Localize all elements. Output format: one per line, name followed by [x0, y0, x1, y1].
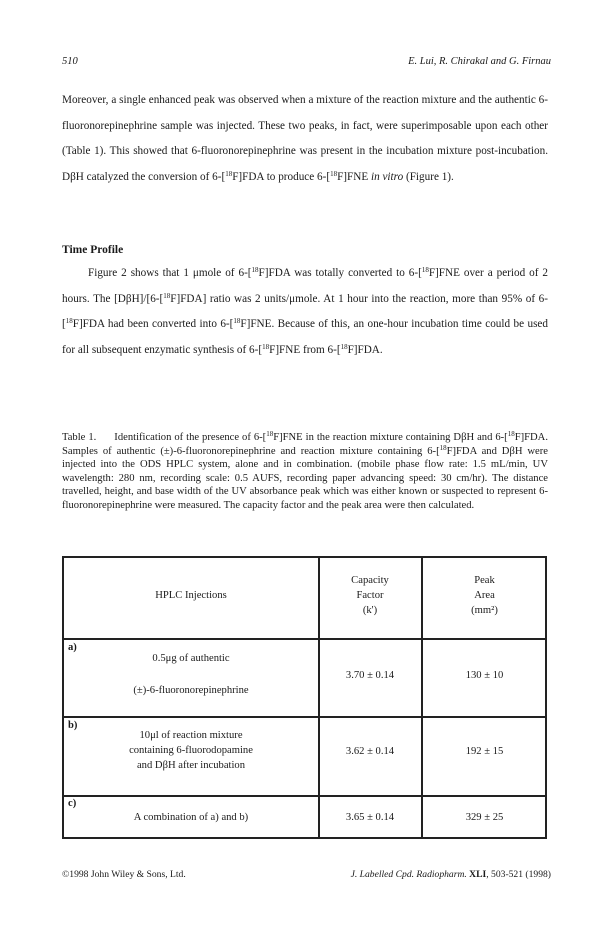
row-a-description [64, 651, 318, 698]
superscript: 18 [439, 443, 447, 452]
header-capacity-line: (k') [362, 605, 378, 616]
row-b-description [64, 728, 318, 773]
row-a-line: (±)-6-fluoronorepinephrine [133, 685, 249, 696]
paragraph-1-text-d: (Figure 1). [403, 170, 454, 183]
table-caption-text: F]FNE in the reaction mixture containing DβH and 6-[ [273, 432, 508, 443]
row-label-c: c) [68, 798, 77, 809]
table-caption-text: Identification of the presence of 6-[ [114, 432, 267, 443]
row-b-line: and DβH after incubation [136, 760, 246, 771]
table-caption-label: Table 1. [62, 432, 97, 443]
header-capacity-line: Factor [356, 590, 384, 601]
paragraph-2-text: F]FDA had been converted into 6-[ [72, 318, 234, 331]
row-a-capacity: 3.70 ± 0.14 [345, 670, 395, 681]
paragraph-1-text-a: Moreover, a single enhanced peak was observed when a mixture of the reaction mixture and the authentic 6-fluoronorepinephrine sample was injected. These two peaks, in fact, were superimposable upon each other (Table 1). This showed that 6-fluoronorepinephrine was present in the incubation mixture post-incubation. DβH catalyzed the conversion of 6-[ [62, 94, 548, 183]
footer-journal: J. Labelled Cpd. Radiopharm. [350, 869, 467, 880]
paragraph-1-text-b: F]FDA to produce 6-[ [232, 170, 331, 183]
superscript: 18 [251, 266, 259, 274]
row-a-area: 130 ± 10 [465, 670, 504, 681]
row-b-line: containing 6-fluorodopamine [129, 745, 253, 756]
paragraph-2-text: F]FDA] ratio was 2 units/μmole. At 1 hour into the reaction, more than 95% of 6-[ [62, 292, 548, 331]
superscript: 18 [163, 291, 171, 300]
row-c-area: 329 ± 25 [465, 812, 504, 823]
running-head-authors: E. Lui, R. Chirakal and G. Firnau [408, 56, 551, 67]
header-area-line: (mm²) [471, 605, 498, 616]
superscript: 18 [233, 317, 241, 326]
row-b-area: 192 ± 15 [465, 746, 504, 757]
paragraph-2-text: F]FNE from 6-[ [269, 343, 341, 356]
header-area-line: Area [474, 590, 495, 601]
row-c-capacity: 3.65 ± 0.14 [345, 812, 395, 823]
row-divider [64, 716, 545, 718]
table-caption [62, 431, 548, 512]
superscript: 18 [225, 169, 233, 178]
header-area-line: Peak [474, 575, 495, 586]
paragraph-2-text: F]FNE. Because of this, an one-hour incubation time could be used for all subsequent enzymatic synthesis of 6-[ [62, 318, 548, 356]
header-capacity-line: Capacity [351, 575, 389, 586]
header-capacity-factor [319, 573, 421, 618]
paragraph-2-text: Figure 2 shows that 1 μmole of 6-[ [88, 267, 252, 279]
row-b-capacity: 3.62 ± 0.14 [345, 746, 395, 757]
table-caption-text: F]FDA and DβH were injected into the ODS HPLC system, alone and in combination. (mobile phase flow rate: 1.5 mL/min, UV wavelength: 280 nm, recording scale: 0.5 AUFS, recording paper advancing speed: 30 cm/hr). The distance travelled, height, and base width of the UV absorbance peak which was either known or suspected to represent 6-fluoronorepinephrine were measured. The capacity factor and the peak area were then calculated. [62, 445, 548, 511]
row-label-a: a) [68, 642, 77, 653]
row-b-line: 10μl of reaction mixture [139, 730, 243, 741]
row-label-b: b) [68, 720, 78, 731]
paragraph-1-text-c: F]FNE [337, 170, 371, 183]
paragraph-2-text: F]FNE over a period of 2 hours. The [DβH]/[6-[ [62, 267, 548, 305]
superscript: 18 [262, 342, 270, 351]
page-number: 510 [62, 56, 78, 67]
header-injections: HPLC Injections [155, 590, 227, 601]
row-c-description: A combination of a) and b) [133, 812, 249, 823]
superscript: 18 [507, 430, 515, 438]
footer-copyright: ©1998 John Wiley & Sons, Ltd. [62, 869, 186, 880]
row-divider [64, 795, 545, 797]
paragraph-1 [62, 88, 548, 190]
footer-volume: XLI [466, 869, 487, 880]
superscript: 18 [421, 266, 429, 274]
row-a-line: 0.5μg of authentic [152, 653, 230, 664]
table-caption-text: F]FDA. Samples of authentic (±)-6-fluoronorepinephrine and reaction mixture containing 6-[ [62, 432, 548, 457]
results-table [62, 556, 547, 839]
footer-pages: , 503-521 (1998) [486, 869, 551, 880]
paragraph-2-text: F]FDA. [347, 343, 383, 356]
superscript: 18 [340, 342, 348, 351]
superscript: 18 [330, 169, 338, 178]
paragraph-2 [62, 261, 548, 363]
superscript: 18 [266, 430, 274, 438]
footer-citation [351, 869, 551, 880]
paragraph-2-text: F]FDA was totally converted to 6-[ [258, 267, 422, 279]
section-heading: Time Profile [62, 244, 124, 256]
italic-in-vitro: in vitro [370, 170, 404, 183]
header-peak-area [422, 573, 547, 618]
superscript: 18 [65, 317, 73, 326]
row-divider [64, 638, 545, 640]
